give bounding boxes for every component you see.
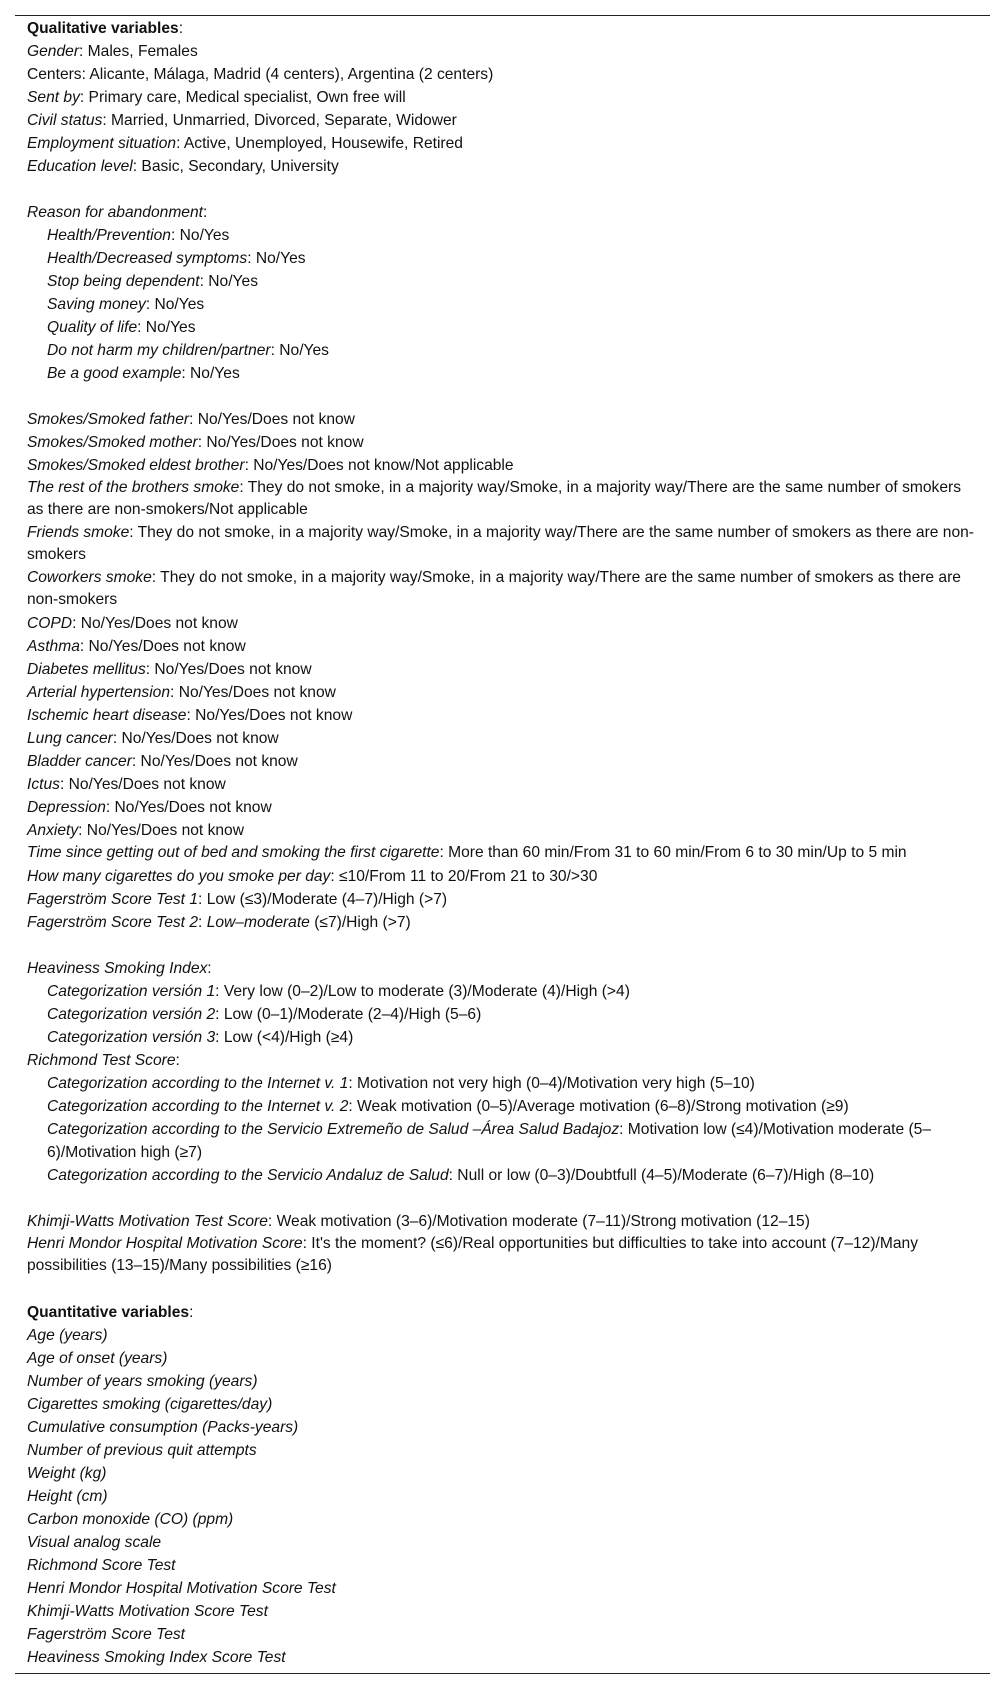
heading-colon: : [178, 20, 184, 37]
spacer [27, 385, 980, 408]
civil-status-label: Civil status [27, 112, 103, 129]
hsi-item-label: Categorization versión 1 [47, 983, 216, 1000]
quantitative-item-label: Number of years smoking (years) [27, 1373, 258, 1390]
quantitative-heading [27, 1301, 980, 1324]
richmond-item [27, 1118, 980, 1164]
family-smoking-row-label: Friends smoke [27, 524, 130, 541]
fagerstrom-2-values: (≤7)/High (>7) [309, 914, 411, 931]
richmond-item [27, 1072, 980, 1095]
fagerstrom-2-label: Fagerström Score Test 2 [27, 914, 199, 931]
family-smoking-row-label: Smokes/Smoked eldest brother [27, 457, 245, 474]
henri-values: : It's the moment? (≤6)/Real opportunities but difficulties to take into account (7–12)/Many possibilities (13–15)/Many possibilities (≥16) [27, 1235, 918, 1274]
education-values: : Basic, Secondary, University [132, 158, 339, 175]
family-smoking-row-values: : No/Yes/Does not know [189, 411, 355, 428]
disease-row-label: Bladder cancer [27, 753, 132, 770]
quantitative-item-label: Visual analog scale [27, 1534, 162, 1551]
civil-status-row [27, 109, 980, 132]
reason-item [27, 270, 980, 293]
disease-row-label: COPD [27, 615, 73, 632]
quantitative-item [27, 1439, 980, 1462]
hsi-item [27, 980, 980, 1003]
sent-by-row [27, 86, 980, 109]
richmond-item-label: Categorization according to the Internet v. 1 [47, 1075, 349, 1092]
family-smoking-row [27, 477, 980, 521]
employment-label: Employment situation [27, 135, 177, 152]
hsi-colon: : [207, 960, 212, 977]
employment-values: : Active, Unemployed, Housewife, Retired [176, 135, 463, 152]
family-list [27, 408, 980, 611]
fagerstrom-2-category: Low–moderate [206, 914, 310, 931]
quantitative-item-label: Age (years) [27, 1327, 108, 1344]
quantitative-item-label: Heaviness Smoking Index Score Test [27, 1649, 286, 1666]
disease-row [27, 819, 980, 842]
fagerstrom-1-label: Fagerström Score Test 1 [27, 891, 199, 908]
disease-row-label: Asthma [27, 638, 80, 655]
reason-item [27, 316, 980, 339]
qualitative-heading-text: Qualitative variables [27, 20, 179, 37]
centers-values: Centers: Alicante, Málaga, Madrid (4 centers), Argentina (2 centers) [27, 66, 494, 83]
gender-row [27, 40, 980, 63]
family-smoking-row-values: : No/Yes/Does not know/Not applicable [244, 457, 514, 474]
richmond-colon: : [175, 1052, 180, 1069]
gender-values: : Males, Females [79, 43, 198, 60]
disease-row-label: Depression [27, 799, 106, 816]
family-smoking-row-label: Smokes/Smoked father [27, 411, 190, 428]
quantitative-item [27, 1347, 980, 1370]
reason-item [27, 224, 980, 247]
disease-row [27, 635, 980, 658]
cigarettes-per-day-row [27, 865, 980, 888]
khimji-values: : Weak motivation (3–6)/Motivation moderate (7–11)/Strong motivation (12–15) [267, 1213, 810, 1230]
quantitative-item [27, 1393, 980, 1416]
disease-row [27, 796, 980, 819]
quantitative-item [27, 1600, 980, 1623]
spacer [27, 1187, 980, 1210]
quantitative-item [27, 1416, 980, 1439]
quantitative-item [27, 1462, 980, 1485]
disease-row [27, 750, 980, 773]
reason-item-label: Be a good example [47, 365, 182, 382]
sent-by-label: Sent by [27, 89, 80, 106]
reason-item-values: : No/Yes [270, 342, 329, 359]
heading-colon: : [189, 1304, 194, 1321]
fagerstrom-1-values: : Low (≤3)/Moderate (4–7)/High (>7) [198, 891, 448, 908]
reason-colon: : [203, 204, 208, 221]
reason-item-label: Quality of life [47, 319, 138, 336]
hsi-label: Heaviness Smoking Index [27, 960, 208, 977]
family-smoking-row [27, 431, 980, 454]
reason-item [27, 362, 980, 385]
quantitative-item [27, 1485, 980, 1508]
henri-label: Henri Mondor Hospital Motivation Score [27, 1235, 303, 1252]
family-smoking-row-values: : They do not smoke, in a majority way/Smoke, in a majority way/There are the same number of smokers as there are non-smokers/Not applicable [27, 479, 961, 518]
richmond-label: Richmond Test Score [27, 1052, 176, 1069]
quantitative-list [27, 1324, 980, 1669]
quantitative-item [27, 1531, 980, 1554]
quantitative-item-label: Cigarettes smoking (cigarettes/day) [27, 1396, 273, 1413]
reason-item [27, 293, 980, 316]
education-row [27, 155, 980, 178]
reason-item-label: Do not harm my children/partner [47, 342, 271, 359]
civil-status-values: : Married, Unmarried, Divorced, Separate, Widower [102, 112, 457, 129]
spacer [27, 934, 980, 957]
henri-row [27, 1233, 980, 1277]
disease-row [27, 704, 980, 727]
fagerstrom-1-row [27, 888, 980, 911]
disease-row-values: : No/Yes/Does not know [112, 730, 279, 747]
quantitative-item-label: Weight (kg) [27, 1465, 107, 1482]
richmond-item-label: Categorization according to the Internet v. 2 [47, 1098, 349, 1115]
quantitative-item [27, 1508, 980, 1531]
employment-row [27, 132, 980, 155]
disease-row-label: Anxiety [27, 822, 79, 839]
reason-item-values: : No/Yes [137, 319, 196, 336]
disease-row-values: : No/Yes/Does not know [72, 615, 238, 632]
quantitative-item-label: Number of previous quit attempts [27, 1442, 257, 1459]
hsi-item-label: Categorization versión 2 [47, 1006, 216, 1023]
education-label: Education level [27, 158, 133, 175]
disease-row [27, 681, 980, 704]
fagerstrom-2-row [27, 911, 980, 934]
family-smoking-row-label: Coworkers smoke [27, 569, 152, 586]
disease-row-label: Lung cancer [27, 730, 113, 747]
quantitative-item [27, 1646, 980, 1669]
quantitative-item [27, 1623, 980, 1646]
richmond-item-values: : Weak motivation (0–5)/Average motivation (6–8)/Strong motivation (≥9) [348, 1098, 849, 1115]
cigarettes-per-day-values: : ≤10/From 11 to 20/From 21 to 30/>30 [330, 868, 598, 885]
quantitative-item [27, 1577, 980, 1600]
richmond-item [27, 1164, 980, 1187]
richmond-item-label: Categorization according to the Servicio Extremeño de Salud –Área Salud Badajoz [47, 1121, 620, 1138]
khimji-label: Khimji-Watts Motivation Test Score [27, 1213, 268, 1230]
hsi-list [27, 980, 980, 1049]
quantitative-item-label: Khimji-Watts Motivation Score Test [27, 1603, 268, 1620]
reason-item-values: : No/Yes [145, 296, 205, 313]
richmond-list [27, 1072, 980, 1187]
richmond-item [27, 1095, 980, 1118]
quantitative-item [27, 1370, 980, 1393]
disease-row-label: Diabetes mellitus [27, 661, 146, 678]
hsi-item-values: : Very low (0–2)/Low to moderate (3)/Moderate (4)/High (>4) [215, 983, 630, 1000]
disease-list [27, 612, 980, 842]
sent-by-values: : Primary care, Medical specialist, Own free will [79, 89, 406, 106]
hsi-item [27, 1026, 980, 1049]
quantitative-item [27, 1324, 980, 1347]
quantitative-item-label: Henri Mondor Hospital Motivation Score Test [27, 1580, 336, 1597]
spacer [27, 1278, 980, 1301]
hsi-item-values: : Low (<4)/High (≥4) [215, 1029, 354, 1046]
richmond-item-values: : Motivation not very high (0–4)/Motivation very high (5–10) [348, 1075, 755, 1092]
reason-item-label: Saving money [47, 296, 146, 313]
disease-row-values: : No/Yes/Does not know [78, 822, 244, 839]
reason-list [27, 224, 980, 385]
disease-row [27, 658, 980, 681]
reason-item-values: : No/Yes [247, 250, 306, 267]
khimji-row [27, 1210, 980, 1233]
time-first-cigarette-row [27, 842, 980, 864]
family-smoking-row-values: : No/Yes/Does not know [197, 434, 364, 451]
centers-row [27, 63, 980, 86]
disease-row-values: : No/Yes/Does not know [59, 776, 226, 793]
disease-row-values: : No/Yes/Does not know [145, 661, 312, 678]
disease-row-values: : No/Yes/Does not know [105, 799, 272, 816]
quantitative-item-label: Age of onset (years) [27, 1350, 168, 1367]
family-smoking-row-values: : They do not smoke, in a majority way/Smoke, in a majority way/There are the same number of smokers as there are non-smokers [27, 524, 975, 563]
quantitative-item-label: Richmond Score Test [27, 1557, 176, 1574]
hsi-item-values: : Low (0–1)/Moderate (2–4)/High (5–6) [215, 1006, 482, 1023]
family-smoking-row-label: Smokes/Smoked mother [27, 434, 198, 451]
richmond-item-values: : Null or low (0–3)/Doubtfull (4–5)/Moderate (6–7)/High (8–10) [448, 1167, 875, 1184]
reason-item-label: Stop being dependent [47, 273, 200, 290]
hsi-heading [27, 957, 980, 980]
richmond-item-label: Categorization according to the Servicio Andaluz de Salud [47, 1167, 449, 1184]
hsi-item-label: Categorization versión 3 [47, 1029, 216, 1046]
spacer [27, 178, 980, 201]
quantitative-item-label: Fagerström Score Test [27, 1626, 186, 1643]
disease-row-label: Ischemic heart disease [27, 707, 187, 724]
reason-item-label: Health/Prevention [47, 227, 171, 244]
qualitative-heading [27, 17, 980, 40]
richmond-item-values: : Motivation low (≤4)/Motivation moderate (5–6)/Motivation high (≥7) [47, 1121, 932, 1161]
quantitative-item-label: Height (cm) [27, 1488, 108, 1505]
richmond-heading [27, 1049, 980, 1072]
reason-item [27, 247, 980, 270]
disease-row [27, 612, 980, 635]
quantitative-item-label: Cumulative consumption (Packs-years) [27, 1419, 299, 1436]
reason-heading [27, 201, 980, 224]
fagerstrom-2-sep: : [198, 914, 207, 931]
disease-row-values: : No/Yes/Does not know [170, 684, 336, 701]
family-smoking-row-label: The rest of the brothers smoke [27, 479, 240, 496]
disease-row [27, 727, 980, 750]
disease-row-label: Arterial hypertension [27, 684, 171, 701]
disease-row [27, 773, 980, 796]
disease-row-values: : No/Yes/Does not know [186, 707, 353, 724]
hsi-item [27, 1003, 980, 1026]
gender-label: Gender [27, 43, 80, 60]
reason-item-values: : No/Yes [181, 365, 240, 382]
disease-row-label: Ictus [27, 776, 60, 793]
time-first-cigarette-values: : More than 60 min/From 31 to 60 min/From 6 to 30 min/Up to 5 min [439, 844, 907, 861]
family-smoking-row [27, 408, 980, 431]
disease-row-values: : No/Yes/Does not know [131, 753, 298, 770]
time-first-cigarette-label: Time since getting out of bed and smoking the first cigarette [27, 844, 440, 861]
bottom-rule [15, 1673, 990, 1674]
quantitative-item [27, 1554, 980, 1577]
reason-item [27, 339, 980, 362]
reason-item-values: : No/Yes [199, 273, 258, 290]
family-smoking-row [27, 454, 980, 477]
cigarettes-per-day-label: How many cigarettes do you smoke per day [27, 868, 331, 885]
reason-item-values: : No/Yes [170, 227, 230, 244]
family-smoking-row [27, 522, 980, 566]
quantitative-heading-text: Quantitative variables [27, 1304, 190, 1321]
family-smoking-row [27, 567, 980, 611]
reason-label: Reason for abandonment [27, 204, 203, 221]
disease-row-values: : No/Yes/Does not know [79, 638, 246, 655]
reason-item-label: Health/Decreased symptoms [47, 250, 248, 267]
variables-table [15, 15, 990, 1674]
table-body [15, 16, 990, 1669]
quantitative-item-label: Carbon monoxide (CO) (ppm) [27, 1511, 234, 1528]
family-smoking-row-values: : They do not smoke, in a majority way/Smoke, in a majority way/There are the same number of smokers as there are non-smokers [27, 569, 961, 608]
